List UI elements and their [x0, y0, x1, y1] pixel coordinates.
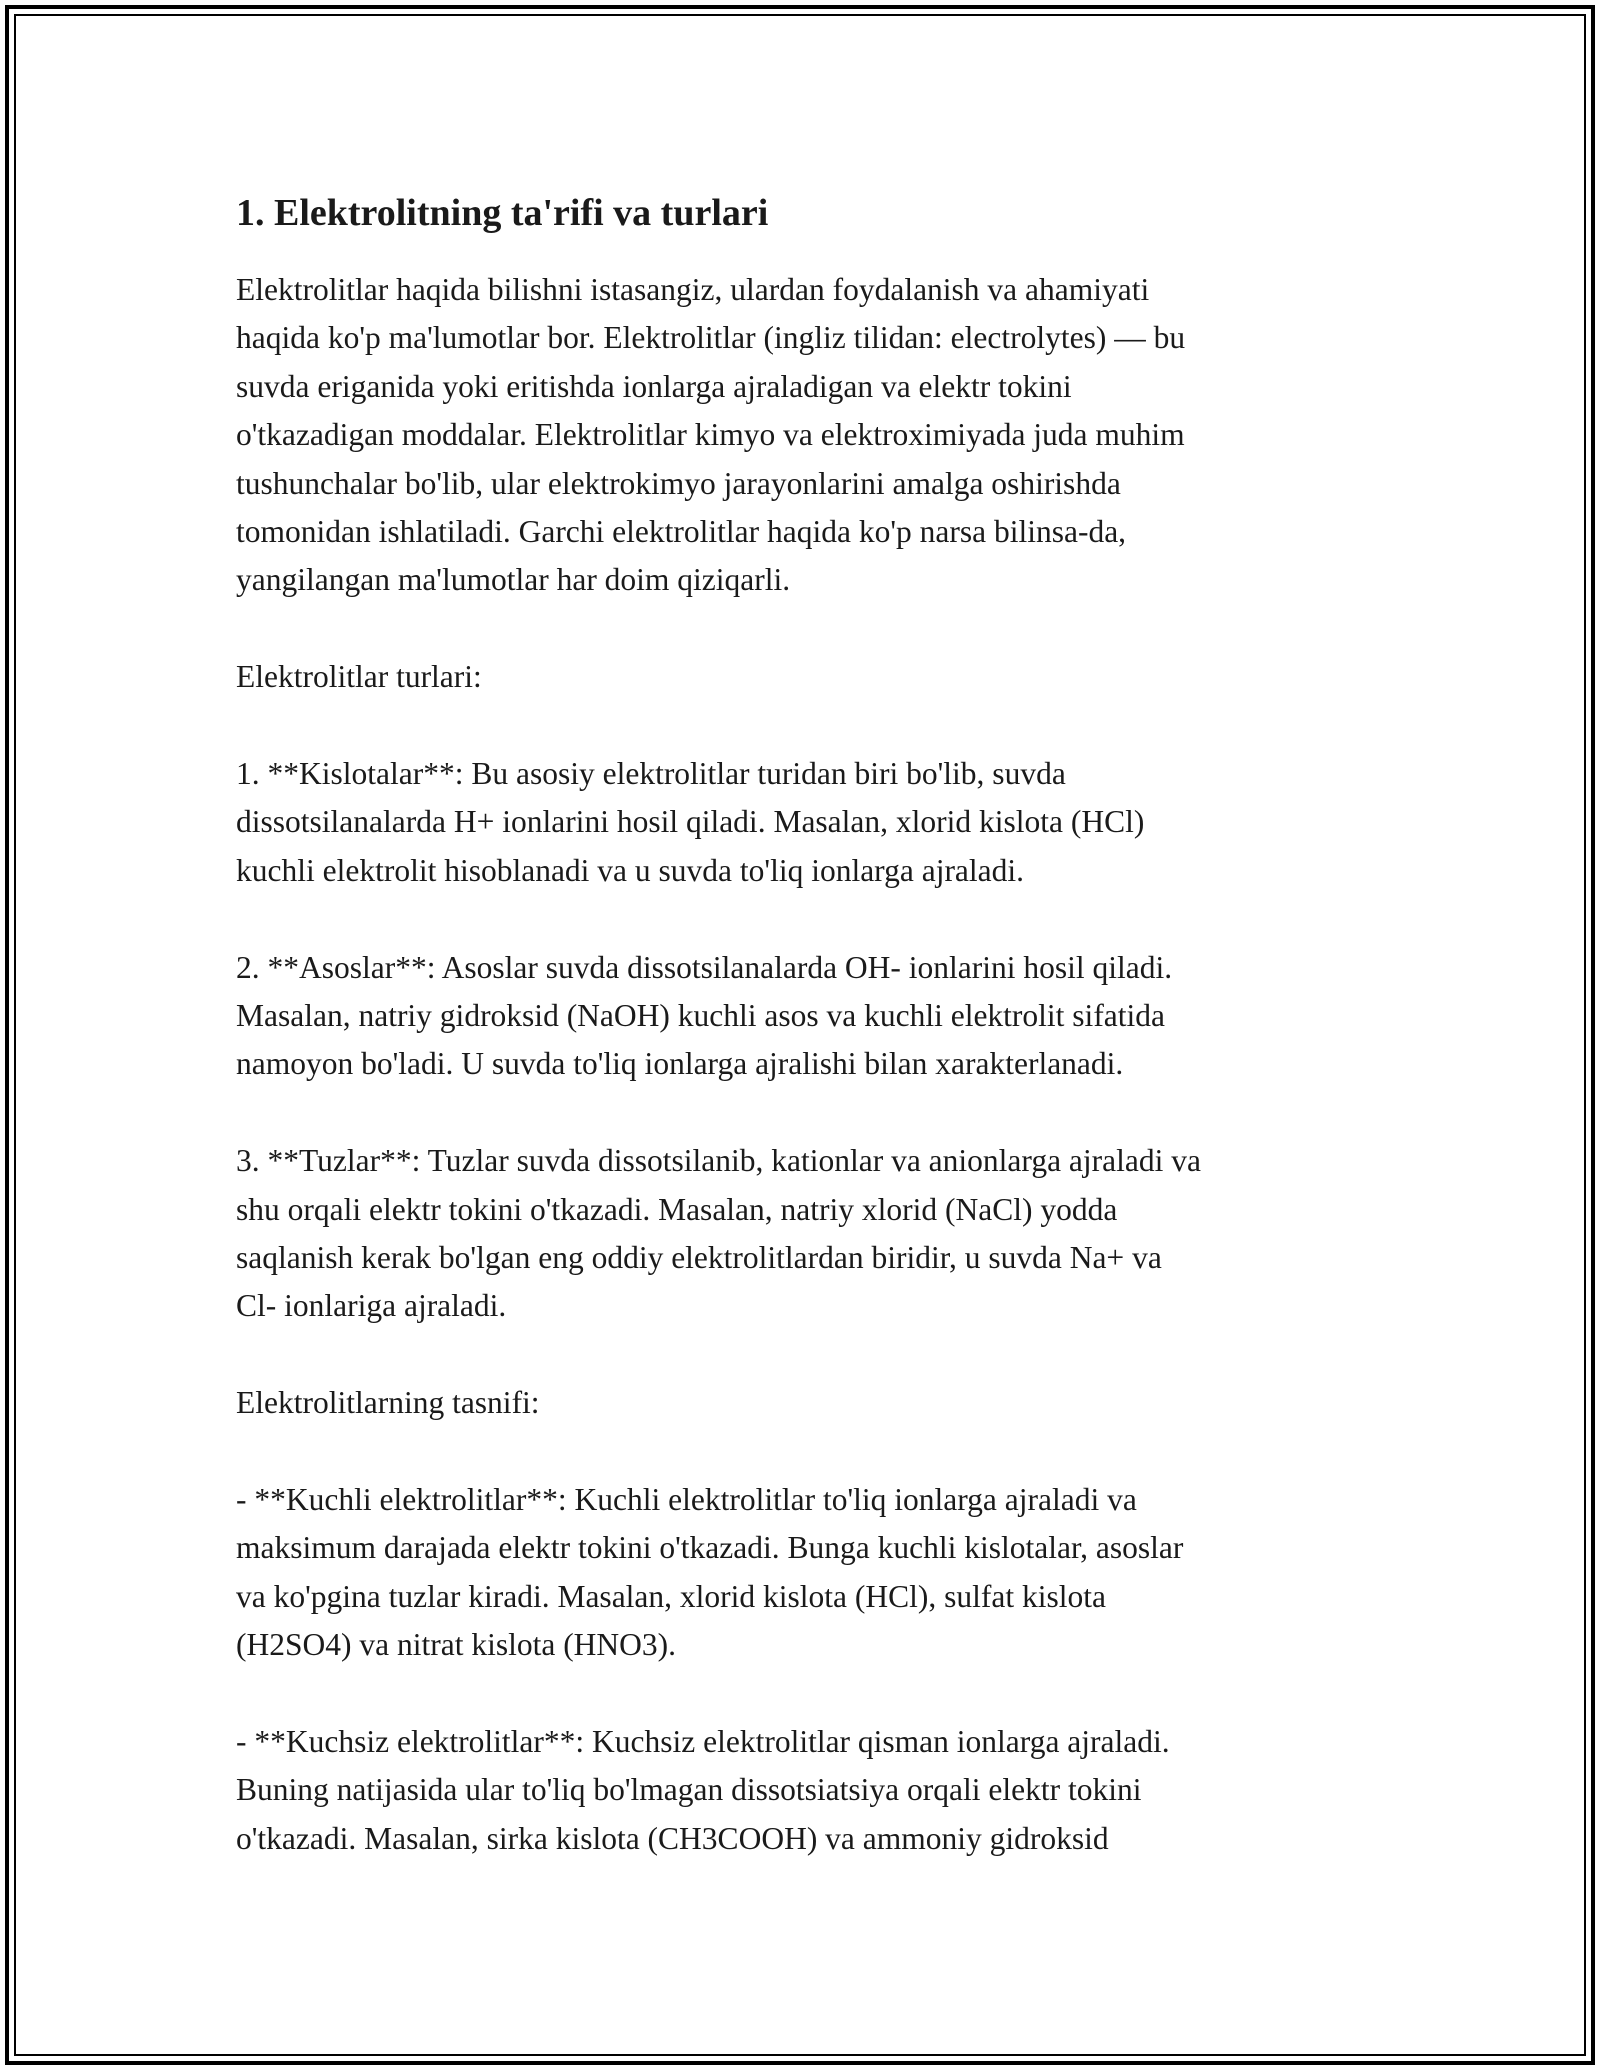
types-heading: Elektrolitlar turlari:: [236, 659, 482, 695]
intro-paragraph: Elektrolitlar haqida bilishni istasangiz, ulardan foydalanish va ahamiyati haqida ko'p ma'lumotlar bor. Elektrolitlar (ingliz tilidan: electrolytes) — bu suvda eriganida yoki eritishda ionlarga ajraladigan va elektr tokini o'tkazadigan moddalar. Elektrolitlar kimyo va elektroximiyada juda muhim tushunchalar bo'lib, ular elektrokimyo jarayonlarini amalga oshirishda tomonidan ishlatiladi. Garchi elektrolitlar haqida ko'p narsa bilinsa-da, yangilangan ma'lumotlar har doim qiziqarli.: [236, 272, 1186, 598]
list-item-salts: 3. **Tuzlar**: Tuzlar suvda dissotsilanib, kationlar va anionlarga ajraladi va shu orqali elektr tokini o'tkazadi. Masalan, natriy xlorid (NaCl) yodda saqlanish kerak bo'lgan eng oddiy elektrolitlardan biridir, u suvda Na+ va Cl- ionlariga ajraladi.: [236, 1143, 1201, 1324]
list-item-bases: 2. **Asoslar**: Asoslar suvda dissotsilanalarda OH- ionlarini hosil qiladi. Masalan, natriy gidroksid (NaOH) kuchli asos va kuchli elektrolit sifatida namoyon bo'ladi. U suvda to'liq ionlarga ajralishi bilan xarakterlanadi.: [236, 949, 1173, 1082]
list-item-acids: 1. **Kislotalar**: Bu asosiy elektrolitlar turidan biri bo'lib, suvda dissotsilanalarda H+ ionlarini hosil qiladi. Masalan, xlorid kislota (HCl) kuchli elektrolit hisoblanadi va u suvda to'liq ionlarga ajraladi.: [236, 756, 1145, 888]
list-item-strong-electrolytes: - **Kuchli elektrolitlar**: Kuchli elektrolitlar to'liq ionlarga ajraladi va maksimum darajada elektr tokini o'tkazadi. Bunga kuchli kislotalar, asoslar va ko'pgina tuzlar kiradi. Masalan, xlorid kislota (HCl), sulfat kislota (H2SO4) va nitrat kislota (HNO3).: [236, 1482, 1184, 1663]
classification-heading: Elektrolitlarning tasnifi:: [236, 1385, 540, 1421]
document-body: [236, 186, 1376, 1912]
list-item-weak-electrolytes: - **Kuchsiz elektrolitlar**: Kuchsiz elektrolitlar qisman ionlarga ajraladi. Buning natijasida ular to'liq bo'lmagan dissotsiatsiya orqali elektr tokini o'tkazadi. Masalan, sirka kislota (CH3COOH) va ammoniy gidroksid: [236, 1724, 1170, 1856]
section-title: 1. Elektrolitning ta'rifi va turlari: [236, 192, 769, 234]
